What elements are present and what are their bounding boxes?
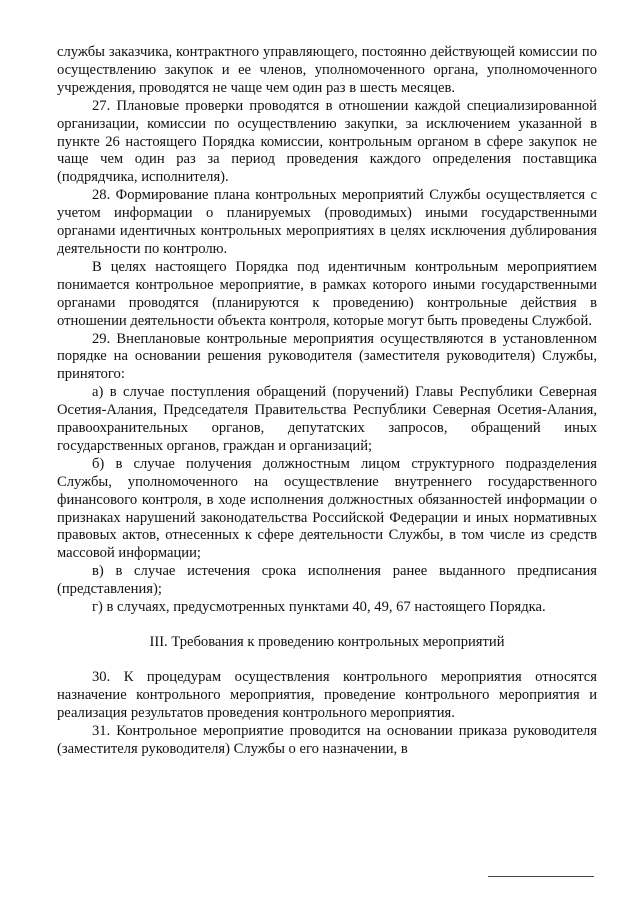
footer-rule	[488, 876, 594, 877]
paragraph-28: 28. Формирование плана контрольных мероприятий Службы осуществляется с учетом информации о планируемых (проводимых) иными государственными органами идентичных контрольных мероприятиях в целях исключения дублирования деятельности по контролю.	[57, 187, 597, 257]
section-heading: III. Требования к проведению контрольных мероприятий	[149, 634, 505, 650]
paragraph-29-b: б) в случае получения должностным лицом структурного подразделения Службы, уполномоченного на осуществление внутреннего государственного финансового контроля, в ходе исполнения должностных обязанностей информации о признаках нарушений законодательства Российской Федерации и иных нормативных правовых актов, отнесенных к сфере деятельности Службы, в том числе из средств массовой информации;	[57, 455, 597, 562]
paragraph-29-v: в) в случае истечения срока исполнения ранее выданного предписания (представления);	[57, 563, 597, 598]
paragraph-27: 27. Плановые проверки проводятся в отношении каждой специализированной организации, комиссии по осуществлению закупки, за исключением указанной в пункте 26 настоящего Порядка комиссии, контрольным органом в сфере закупок не чаще чем один раз за период проведения каждого определения поставщика (подрядчика, исполнителя).	[57, 97, 597, 186]
paragraph-29-g: г) в случаях, предусмотренных пунктами 40, 49, 67 настоящего Порядка.	[92, 599, 546, 616]
paragraph-29: 29. Внеплановые контрольные мероприятия осуществляются в установленном порядке на основании решения руководителя (заместителя руководителя) Службы, принятого:	[57, 330, 597, 383]
paragraph-28-definition: В целях настоящего Порядка под идентичным контрольным мероприятием понимается контрольное мероприятие, в рамках которого иными государственными органами проводятся (планируются к проведению) контрольные действия в отношении деятельности объекта контроля, которые могут быть проведены Службой.	[57, 258, 597, 329]
paragraph-29-a: а) в случае поступления обращений (поручений) Главы Республики Северная Осетия-Алания, Председателя Правительства Республики Северная Осетия-Алания, правоохранительных органов, депутатских запросов, обращений иных государственных органов, граждан и организаций;	[57, 384, 597, 454]
paragraph-31: 31. Контрольное мероприятие проводится на основании приказа руководителя (заместителя руководителя) Службы о его назначении, в	[57, 722, 597, 757]
document-page	[57, 44, 597, 758]
paragraph-30: 30. К процедурам осуществления контрольного мероприятия относятся назначение контрольного мероприятия, проведение контрольного мероприятия и реализация результатов проведения контрольного мероприятия.	[57, 668, 597, 721]
paragraph-continuation: службы заказчика, контрактного управляющего, постоянно действующей комиссии по осуществлению закупок и ее членов, уполномоченного органа, уполномоченного учреждения, проводятся не чаще чем один раз в шесть месяцев.	[57, 44, 597, 96]
